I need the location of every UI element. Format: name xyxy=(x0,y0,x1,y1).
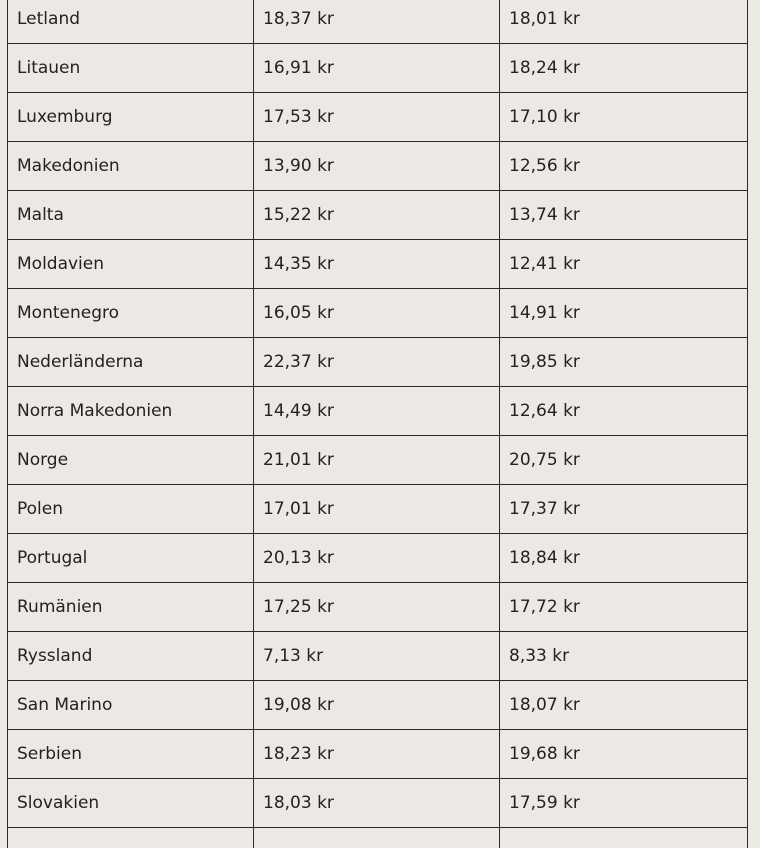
table-row xyxy=(8,632,748,681)
price-cell-1: 16,05 kr xyxy=(254,289,500,338)
table-row xyxy=(8,387,748,436)
price-cell-2: 12,64 kr xyxy=(500,387,748,436)
country-cell: Portugal xyxy=(8,534,254,583)
price-cell-2: 18,07 kr xyxy=(500,681,748,730)
country-cell: Polen xyxy=(8,485,254,534)
price-cell-1: 14,35 kr xyxy=(254,240,500,289)
price-cell-2: 12,56 kr xyxy=(500,142,748,191)
country-cell: Luxemburg xyxy=(8,93,254,142)
price-cell-1: 19,08 kr xyxy=(254,681,500,730)
table-row xyxy=(8,0,748,44)
price-cell-2: 12,41 kr xyxy=(500,240,748,289)
price-cell-2: 17,72 kr xyxy=(500,583,748,632)
price-cell-1: 18,23 kr xyxy=(254,730,500,779)
price-cell-1: 15,22 kr xyxy=(254,191,500,240)
price-cell-2: 19,68 kr xyxy=(500,730,748,779)
price-cell-1: 21,01 kr xyxy=(254,436,500,485)
price-cell-2: 18,84 kr xyxy=(500,534,748,583)
price-cell-2: 17,37 kr xyxy=(500,485,748,534)
price-cell-1: 18,37 kr xyxy=(254,0,500,44)
price-cell-1: 14,49 kr xyxy=(254,387,500,436)
price-table-body xyxy=(8,0,748,848)
table-row xyxy=(8,730,748,779)
country-cell: Letland xyxy=(8,0,254,44)
price-cell-2: 13,74 kr xyxy=(500,191,748,240)
price-cell-2 xyxy=(500,828,748,848)
country-cell: Norge xyxy=(8,436,254,485)
price-cell-1: 13,90 kr xyxy=(254,142,500,191)
price-cell-2: 14,91 kr xyxy=(500,289,748,338)
country-cell: Rumänien xyxy=(8,583,254,632)
country-cell xyxy=(8,828,254,848)
table-row xyxy=(8,436,748,485)
table-row xyxy=(8,44,748,93)
price-cell-2: 18,01 kr xyxy=(500,0,748,44)
table-row xyxy=(8,191,748,240)
price-cell-1: 18,03 kr xyxy=(254,779,500,828)
price-cell-2: 8,33 kr xyxy=(500,632,748,681)
country-cell: Malta xyxy=(8,191,254,240)
table-row xyxy=(8,338,748,387)
table-row xyxy=(8,289,748,338)
country-cell: Moldavien xyxy=(8,240,254,289)
price-cell-2: 17,10 kr xyxy=(500,93,748,142)
country-cell: Slovakien xyxy=(8,779,254,828)
price-cell-2: 17,59 kr xyxy=(500,779,748,828)
country-cell: Norra Makedonien xyxy=(8,387,254,436)
price-cell-1: 17,01 kr xyxy=(254,485,500,534)
country-cell: Makedonien xyxy=(8,142,254,191)
country-cell: Nederländerna xyxy=(8,338,254,387)
country-cell: Litauen xyxy=(8,44,254,93)
table-row xyxy=(8,240,748,289)
country-cell: Montenegro xyxy=(8,289,254,338)
price-cell-2: 19,85 kr xyxy=(500,338,748,387)
table-row xyxy=(8,828,748,848)
table-row xyxy=(8,485,748,534)
table-row xyxy=(8,681,748,730)
price-cell-1: 22,37 kr xyxy=(254,338,500,387)
table-row xyxy=(8,534,748,583)
price-cell-1: 17,25 kr xyxy=(254,583,500,632)
table-row xyxy=(8,779,748,828)
table-row xyxy=(8,93,748,142)
price-cell-1: 7,13 kr xyxy=(254,632,500,681)
country-cell: San Marino xyxy=(8,681,254,730)
price-cell-2: 20,75 kr xyxy=(500,436,748,485)
table-row xyxy=(8,583,748,632)
price-cell-1: 20,13 kr xyxy=(254,534,500,583)
country-cell: Ryssland xyxy=(8,632,254,681)
table-row xyxy=(8,142,748,191)
price-cell-1: 16,91 kr xyxy=(254,44,500,93)
price-cell-1 xyxy=(254,828,500,848)
price-cell-2: 18,24 kr xyxy=(500,44,748,93)
price-table xyxy=(7,0,748,848)
country-cell: Serbien xyxy=(8,730,254,779)
price-cell-1: 17,53 kr xyxy=(254,93,500,142)
